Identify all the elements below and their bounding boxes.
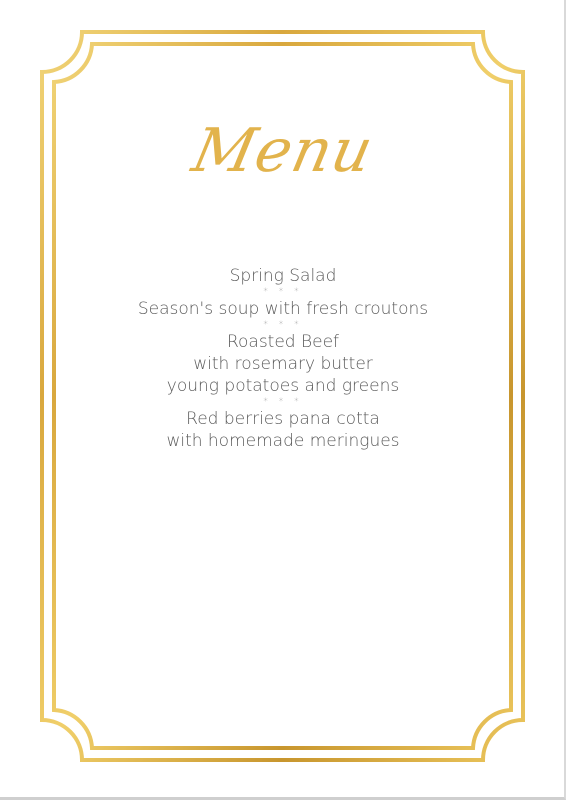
course-1 (83, 265, 483, 287)
course-4 (83, 408, 483, 452)
course-line: with homemade meringues (166, 431, 400, 451)
menu-title: Menu (186, 116, 380, 186)
course-3 (83, 331, 483, 397)
course-separator: * * * (263, 397, 303, 407)
course-separator: * * * (263, 320, 303, 330)
course-line: young potatoes and greens (166, 376, 400, 396)
course-separator: * * * (263, 287, 303, 297)
course-line: Red berries pana cotta (186, 409, 380, 429)
menu-courses (83, 265, 483, 452)
course-line: Spring Salad (229, 266, 337, 286)
course-line: Season's soup with fresh croutons (137, 299, 429, 319)
course-line: Roasted Beef (226, 332, 340, 352)
course-2 (83, 298, 483, 320)
course-line: with rosemary butter (193, 354, 373, 374)
